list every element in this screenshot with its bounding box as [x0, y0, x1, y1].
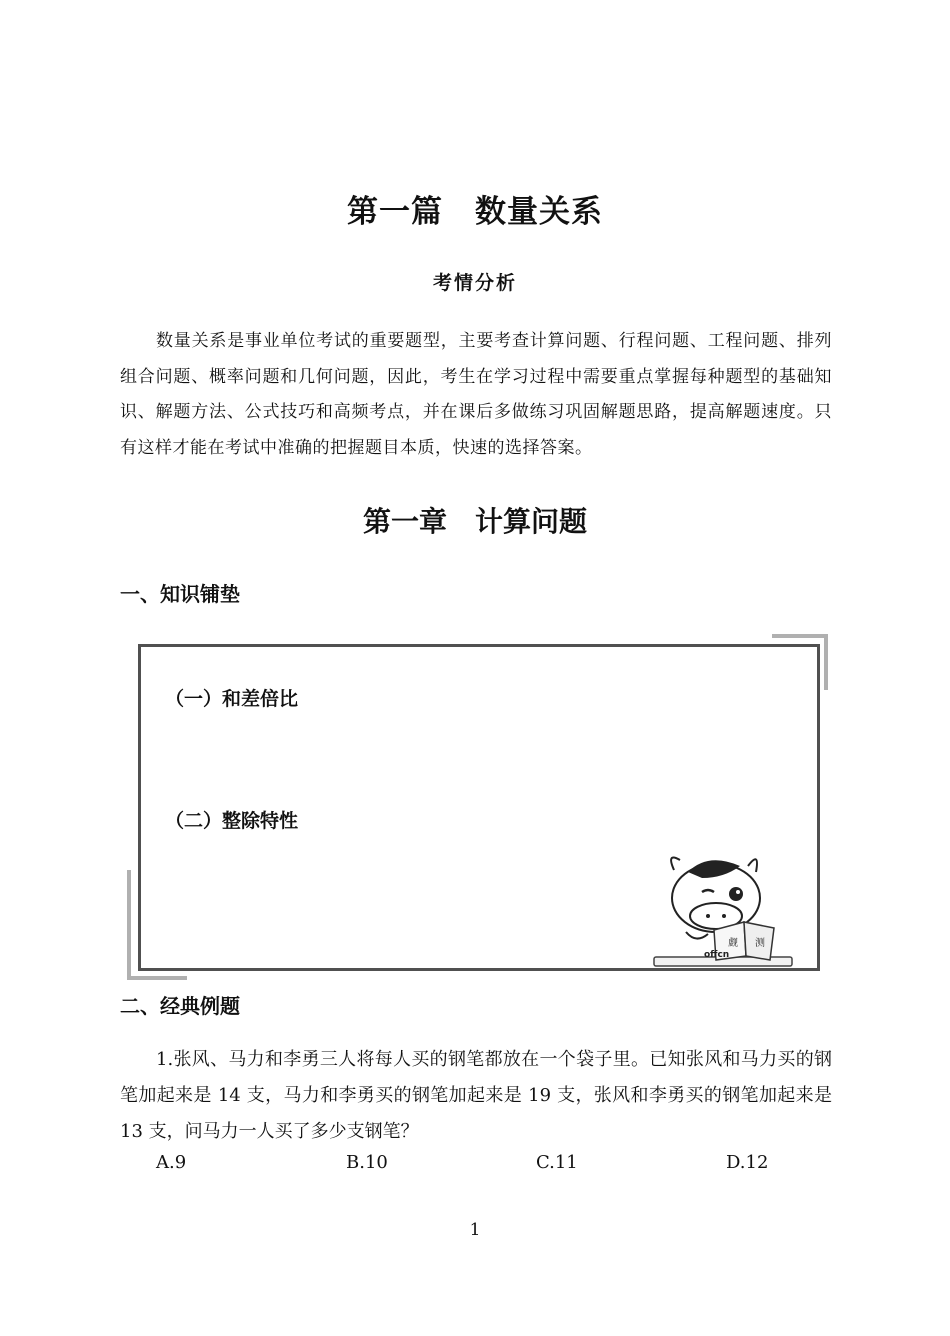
page-number: 1	[469, 1220, 481, 1240]
brand-text: offcn	[704, 950, 730, 960]
subsection-divisibility: （二）整除特性	[165, 810, 299, 832]
option-d: D.12	[726, 1152, 769, 1173]
hand	[686, 932, 708, 939]
book-right-text: 测	[755, 938, 765, 949]
exam-analysis-paragraph: 数量关系是事业单位考试的重要题型，主要考查计算问题、行程问题、工程问题、排列组合问题、概率问题和几何问题，因此，考生在学习过程中需要重点掌握每种题型的基础知识、解题方法、公式技巧和高频考点，并在课后多做练习巩固解题思路，提高解题速度。只有这样才能在考试中准确的把握题目本质，快速的选择答案。	[120, 331, 832, 458]
option-b: B.10	[346, 1152, 388, 1173]
box-corner-decoration-right	[824, 634, 828, 690]
box-corner-decoration-left	[127, 870, 131, 980]
section-knowledge-title: 一、知识铺垫	[120, 582, 240, 606]
question-1: 1.张风、马力和李勇三人将每人买的钢笔都放在一个袋子里。已知张风和马力买的钢笔加起来是 14 支，马力和李勇买的钢笔加起来是 19 支，张风和李勇买的钢笔加起来是 13 支，问马力一人买了多少支钢笔？	[120, 1049, 832, 1142]
option-a: A.9	[156, 1152, 187, 1173]
cow-mascot-illustration	[652, 848, 794, 970]
exam-analysis-heading: 考情分析	[432, 272, 517, 294]
book-left-text: 觑	[728, 938, 738, 949]
subsection-sum-difference-ratio: （一）和差倍比	[165, 688, 299, 710]
section-examples-title: 二、经典例题	[120, 994, 240, 1018]
box-corner-decoration-bottom	[127, 976, 187, 980]
horn-left	[671, 858, 680, 870]
box-corner-decoration-top	[772, 634, 828, 638]
horn-right	[748, 859, 757, 872]
eye	[729, 887, 743, 901]
option-c: C.11	[536, 1152, 578, 1173]
part-title: 第一篇 数量关系	[347, 194, 603, 230]
chapter-title: 第一章 计算问题	[362, 505, 587, 538]
